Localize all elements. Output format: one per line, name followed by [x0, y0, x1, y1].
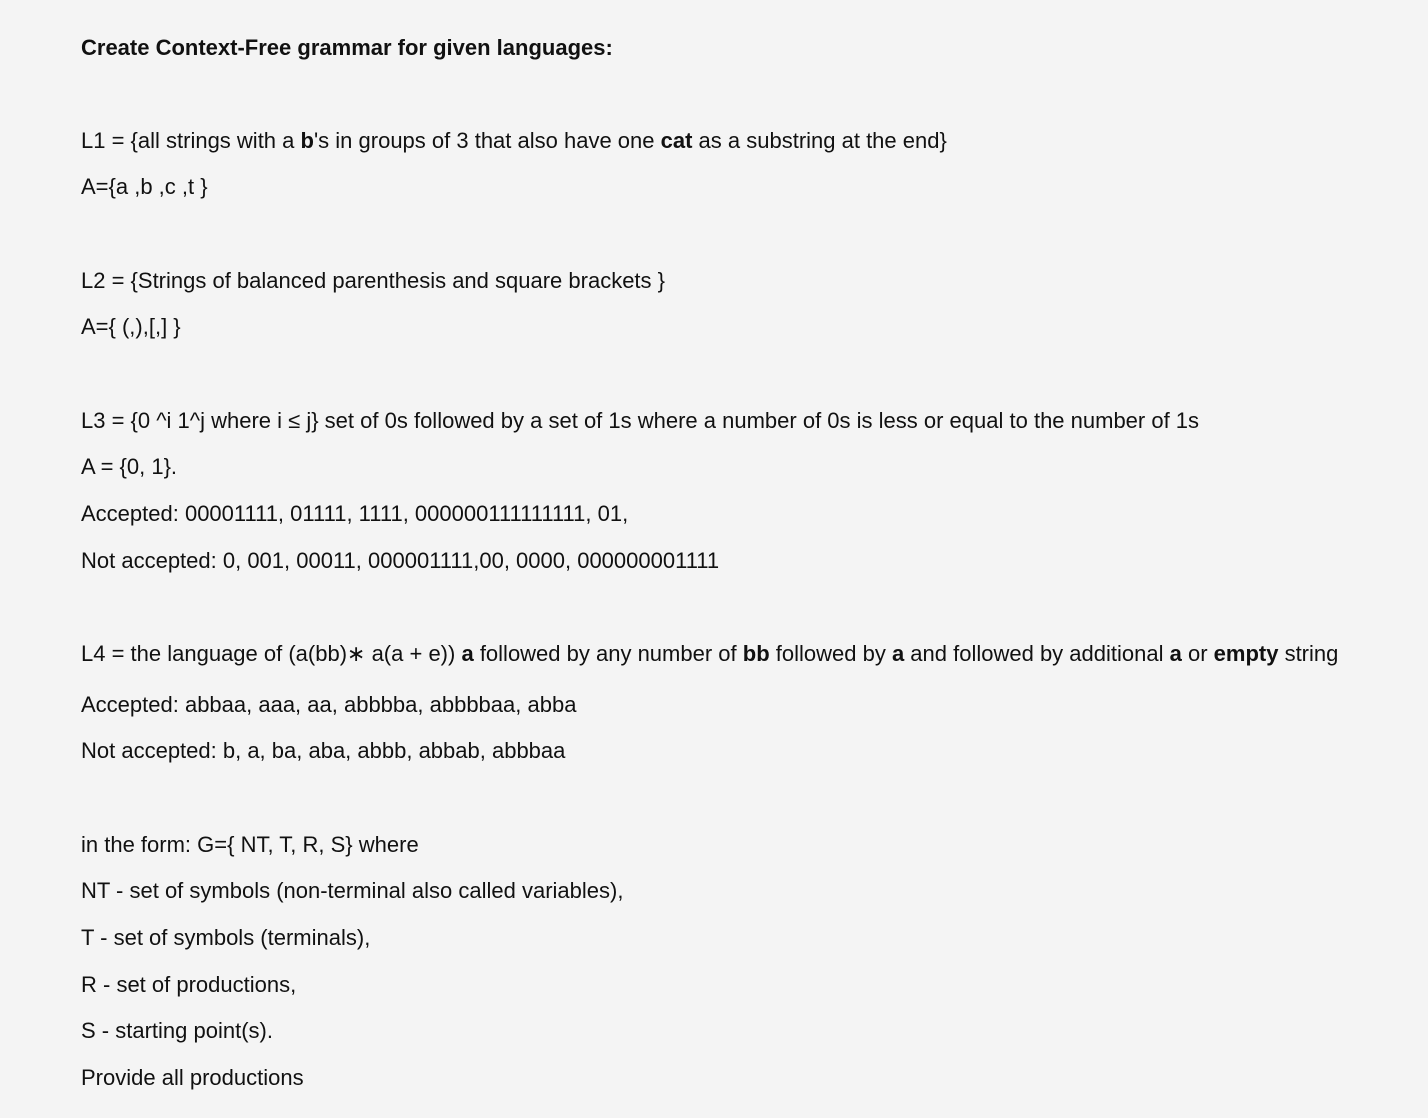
- l4-bold-a3: a: [1169, 641, 1182, 666]
- l1-text-part2: 's in groups of 3 that also have one: [313, 128, 661, 153]
- l4-bold-bb: bb: [742, 641, 770, 666]
- l1-definition: [81, 127, 947, 155]
- l4-bold-a1: a: [461, 641, 474, 666]
- form-nt: NT - set of symbols (non-terminal also called variables),: [81, 878, 624, 903]
- l4-accepted: Accepted: abbaa, aaa, aa, abbbba, abbbbaa, abba: [81, 692, 577, 717]
- l4-text-part4: and followed by additional: [904, 641, 1170, 666]
- l3-accepted: Accepted: 00001111, 01111, 1111, 000000111111111, 01,: [81, 501, 629, 526]
- l1-alphabet: A={a ,b ,c ,t }: [81, 174, 208, 199]
- form-provide: Provide all productions: [81, 1065, 304, 1090]
- form-s: S - starting point(s).: [81, 1018, 273, 1043]
- form-r: R - set of productions,: [81, 972, 297, 997]
- l4-text-part6: string: [1278, 641, 1339, 666]
- l4-definition: [81, 640, 1338, 668]
- page-title: Create Context-Free grammar for given languages:: [81, 35, 613, 60]
- l3-alphabet: A = {0, 1}.: [81, 454, 178, 479]
- l2-definition: L2 = {Strings of balanced parenthesis and square brackets }: [81, 268, 665, 293]
- l1-text-part1: L1 = {all strings with a: [81, 128, 301, 153]
- l2-alphabet: A={ (,),[,] }: [81, 314, 181, 339]
- form-t: T - set of symbols (terminals),: [81, 925, 371, 950]
- l4-not-accepted: Not accepted: b, a, ba, aba, abbb, abbab, abbbaa: [81, 738, 566, 763]
- form-intro: in the form: G={ NT, T, R, S} where: [81, 832, 419, 857]
- l3-not-accepted: Not accepted: 0, 001, 00011, 000001111,00, 0000, 000000001111: [81, 548, 720, 573]
- l1-bold-cat: cat: [660, 128, 693, 153]
- l1-bold-b: b: [300, 128, 314, 153]
- l4-text-part3: followed by: [769, 641, 892, 666]
- l4-bold-empty: empty: [1213, 641, 1279, 666]
- l4-text-part2: followed by any number of: [473, 641, 743, 666]
- l1-text-part3: as a substring at the end}: [692, 128, 947, 153]
- l4-text-part1: L4 = the language of (a(bb)∗ a(a + e)): [81, 641, 462, 666]
- l4-text-part5: or: [1181, 641, 1214, 666]
- l4-bold-a2: a: [891, 641, 905, 666]
- l3-definition: L3 = {0 ^i 1^j where i ≤ j} set of 0s followed by a set of 1s where a number of 0s is less or equal to the number of 1s: [81, 408, 1200, 433]
